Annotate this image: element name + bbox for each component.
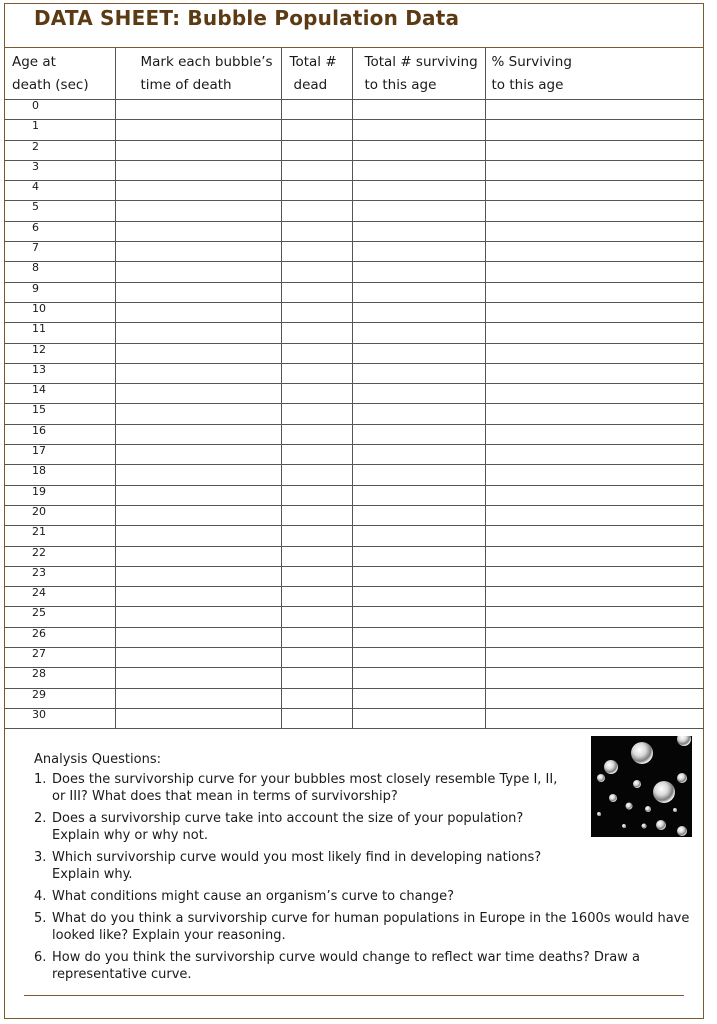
total-surviving-cell[interactable] <box>352 201 485 221</box>
total-surviving-cell[interactable] <box>352 708 485 728</box>
question-text: Does the survivorship curve for your bubbles most closely resemble Type I, II, or III? What does that mean in terms of survivorship? <box>52 772 558 804</box>
percent-surviving-cell[interactable] <box>485 708 704 728</box>
total-dead-cell[interactable] <box>281 587 352 607</box>
total-dead-cell[interactable] <box>281 607 352 627</box>
total-dead-cell[interactable] <box>281 181 352 201</box>
mark-cell[interactable] <box>115 343 281 363</box>
total-surviving-cell[interactable] <box>352 485 485 505</box>
table-row <box>4 546 704 566</box>
total-dead-cell[interactable] <box>281 242 352 262</box>
total-surviving-cell[interactable] <box>352 343 485 363</box>
total-surviving-cell[interactable] <box>352 282 485 302</box>
total-surviving-cell[interactable] <box>352 100 485 120</box>
mark-cell[interactable] <box>115 262 281 282</box>
total-surviving-cell[interactable] <box>352 505 485 525</box>
total-surviving-cell[interactable] <box>352 526 485 546</box>
total-surviving-cell[interactable] <box>352 323 485 343</box>
mark-cell[interactable] <box>115 404 281 424</box>
table-row <box>4 201 704 221</box>
age-cell: 28 <box>4 668 115 688</box>
age-cell: 12 <box>4 343 115 363</box>
mark-cell[interactable] <box>115 424 281 444</box>
total-surviving-cell[interactable] <box>352 120 485 140</box>
percent-surviving-cell[interactable] <box>485 445 704 465</box>
analysis-question <box>34 910 702 944</box>
header-percent-surviving: % Surviving to this age <box>485 48 704 100</box>
percent-surviving-cell[interactable] <box>485 607 704 627</box>
analysis-question <box>34 888 702 905</box>
mark-cell[interactable] <box>115 587 281 607</box>
percent-surviving-cell[interactable] <box>485 648 704 668</box>
percent-surviving-cell[interactable] <box>485 302 704 322</box>
age-cell: 19 <box>4 485 115 505</box>
age-cell: 23 <box>4 566 115 586</box>
mark-cell[interactable] <box>115 242 281 262</box>
total-surviving-cell[interactable] <box>352 424 485 444</box>
mark-cell[interactable] <box>115 445 281 465</box>
total-dead-cell[interactable] <box>281 262 352 282</box>
age-cell: 25 <box>4 607 115 627</box>
mark-cell[interactable] <box>115 505 281 525</box>
age-cell: 29 <box>4 688 115 708</box>
percent-surviving-cell[interactable] <box>485 282 704 302</box>
total-dead-cell[interactable] <box>281 688 352 708</box>
mark-cell[interactable] <box>115 100 281 120</box>
question-text: Does a survivorship curve take into account the size of your population? Explain why or why not. <box>52 811 524 843</box>
age-cell: 4 <box>4 181 115 201</box>
page-title: DATA SHEET: Bubble Population Data <box>34 6 460 30</box>
percent-surviving-cell[interactable] <box>485 546 704 566</box>
mark-cell[interactable] <box>115 648 281 668</box>
mark-cell[interactable] <box>115 668 281 688</box>
age-cell: 3 <box>4 160 115 180</box>
age-cell: 14 <box>4 384 115 404</box>
percent-surviving-cell[interactable] <box>485 505 704 525</box>
age-cell: 16 <box>4 424 115 444</box>
total-surviving-cell[interactable] <box>352 363 485 383</box>
table-row <box>4 384 704 404</box>
total-surviving-cell[interactable] <box>352 668 485 688</box>
percent-surviving-cell[interactable] <box>485 363 704 383</box>
question-number: 5. <box>34 911 47 926</box>
age-cell: 17 <box>4 445 115 465</box>
total-surviving-cell[interactable] <box>352 688 485 708</box>
percent-surviving-cell[interactable] <box>485 160 704 180</box>
total-surviving-cell[interactable] <box>352 181 485 201</box>
table-row <box>4 404 704 424</box>
table-row <box>4 587 704 607</box>
mark-cell[interactable] <box>115 627 281 647</box>
percent-surviving-cell[interactable] <box>485 262 704 282</box>
table-row <box>4 302 704 322</box>
question-number: 3. <box>34 850 47 865</box>
age-cell: 13 <box>4 363 115 383</box>
mark-cell[interactable] <box>115 546 281 566</box>
age-cell: 20 <box>4 505 115 525</box>
analysis-question <box>34 949 702 983</box>
header-age: Age at death (sec) <box>4 48 115 100</box>
total-dead-cell[interactable] <box>281 384 352 404</box>
total-surviving-cell[interactable] <box>352 384 485 404</box>
table-row <box>4 668 704 688</box>
total-surviving-cell[interactable] <box>352 404 485 424</box>
total-dead-cell[interactable] <box>281 221 352 241</box>
age-cell: 5 <box>4 201 115 221</box>
table-row <box>4 648 704 668</box>
table-row <box>4 526 704 546</box>
percent-surviving-cell[interactable] <box>485 384 704 404</box>
total-surviving-cell[interactable] <box>352 221 485 241</box>
percent-surviving-cell[interactable] <box>485 181 704 201</box>
table-row <box>4 282 704 302</box>
percent-surviving-cell[interactable] <box>485 424 704 444</box>
age-cell: 27 <box>4 648 115 668</box>
total-dead-cell[interactable] <box>281 282 352 302</box>
percent-surviving-cell[interactable] <box>485 526 704 546</box>
mark-cell[interactable] <box>115 384 281 404</box>
percent-surviving-cell[interactable] <box>485 242 704 262</box>
mark-cell[interactable] <box>115 140 281 160</box>
mark-cell[interactable] <box>115 282 281 302</box>
table-row <box>4 505 704 525</box>
age-cell: 10 <box>4 302 115 322</box>
total-dead-cell[interactable] <box>281 465 352 485</box>
table-header-row <box>4 48 704 100</box>
mark-cell[interactable] <box>115 485 281 505</box>
question-text: What conditions might cause an organism’s curve to change? <box>52 889 454 904</box>
total-dead-cell[interactable] <box>281 363 352 383</box>
table-row <box>4 708 704 728</box>
table-row <box>4 485 704 505</box>
percent-surviving-cell[interactable] <box>485 201 704 221</box>
age-cell: 26 <box>4 627 115 647</box>
total-surviving-cell[interactable] <box>352 546 485 566</box>
age-cell: 0 <box>4 100 115 120</box>
bottom-divider <box>24 995 684 996</box>
mark-cell[interactable] <box>115 201 281 221</box>
mark-cell[interactable] <box>115 607 281 627</box>
total-surviving-cell[interactable] <box>352 262 485 282</box>
percent-surviving-cell[interactable] <box>485 221 704 241</box>
age-cell: 30 <box>4 708 115 728</box>
total-dead-cell[interactable] <box>281 566 352 586</box>
mark-cell[interactable] <box>115 465 281 485</box>
table-row <box>4 262 704 282</box>
total-dead-cell[interactable] <box>281 120 352 140</box>
data-table <box>4 48 704 729</box>
total-surviving-cell[interactable] <box>352 627 485 647</box>
total-surviving-cell[interactable] <box>352 242 485 262</box>
analysis-heading: Analysis Questions: <box>34 752 161 767</box>
total-surviving-cell[interactable] <box>352 648 485 668</box>
mark-cell[interactable] <box>115 688 281 708</box>
total-surviving-cell[interactable] <box>352 566 485 586</box>
mark-cell[interactable] <box>115 302 281 322</box>
age-cell: 8 <box>4 262 115 282</box>
mark-cell[interactable] <box>115 160 281 180</box>
age-cell: 11 <box>4 323 115 343</box>
bubbles-image <box>591 736 692 837</box>
table-row <box>4 607 704 627</box>
total-dead-cell[interactable] <box>281 526 352 546</box>
total-dead-cell[interactable] <box>281 201 352 221</box>
table-row <box>4 140 704 160</box>
question-text: How do you think the survivorship curve would change to reflect war time deaths? Draw a representative curve. <box>52 950 640 982</box>
total-dead-cell[interactable] <box>281 323 352 343</box>
percent-surviving-cell[interactable] <box>485 668 704 688</box>
bubbles-photo <box>591 736 692 837</box>
table-row <box>4 120 704 140</box>
question-number: 2. <box>34 811 47 826</box>
total-dead-cell[interactable] <box>281 627 352 647</box>
percent-surviving-cell[interactable] <box>485 404 704 424</box>
mark-cell[interactable] <box>115 363 281 383</box>
total-dead-cell[interactable] <box>281 404 352 424</box>
total-dead-cell[interactable] <box>281 160 352 180</box>
header-mark: Mark each bubble’s time of death <box>115 48 281 100</box>
question-text: What do you think a survivorship curve for human populations in Europe in the 1600s would have looked like? Explain your reasoning. <box>52 911 690 943</box>
age-cell: 22 <box>4 546 115 566</box>
percent-surviving-cell[interactable] <box>485 465 704 485</box>
total-surviving-cell[interactable] <box>352 302 485 322</box>
age-cell: 1 <box>4 120 115 140</box>
question-text: Which survivorship curve would you most likely find in developing nations? Explain why. <box>52 850 542 882</box>
mark-cell[interactable] <box>115 221 281 241</box>
percent-surviving-cell[interactable] <box>485 323 704 343</box>
table-row <box>4 424 704 444</box>
percent-surviving-cell[interactable] <box>485 688 704 708</box>
age-cell: 21 <box>4 526 115 546</box>
total-dead-cell[interactable] <box>281 668 352 688</box>
percent-surviving-cell[interactable] <box>485 587 704 607</box>
total-surviving-cell[interactable] <box>352 587 485 607</box>
table-row <box>4 445 704 465</box>
total-dead-cell[interactable] <box>281 100 352 120</box>
header-total-surviving: Total # surviving to this age <box>352 48 485 100</box>
table-row <box>4 343 704 363</box>
table-row <box>4 465 704 485</box>
question-number: 6. <box>34 950 47 965</box>
table-row <box>4 181 704 201</box>
percent-surviving-cell[interactable] <box>485 627 704 647</box>
total-surviving-cell[interactable] <box>352 607 485 627</box>
total-dead-cell[interactable] <box>281 302 352 322</box>
age-cell: 15 <box>4 404 115 424</box>
total-dead-cell[interactable] <box>281 424 352 444</box>
mark-cell[interactable] <box>115 526 281 546</box>
age-cell: 6 <box>4 221 115 241</box>
age-cell: 18 <box>4 465 115 485</box>
age-cell: 7 <box>4 242 115 262</box>
age-cell: 24 <box>4 587 115 607</box>
table-row <box>4 566 704 586</box>
table-row <box>4 242 704 262</box>
question-number: 1. <box>34 772 47 787</box>
table-row <box>4 160 704 180</box>
total-surviving-cell[interactable] <box>352 445 485 465</box>
header-total-dead: Total # dead <box>281 48 352 100</box>
percent-surviving-cell[interactable] <box>485 566 704 586</box>
total-surviving-cell[interactable] <box>352 140 485 160</box>
total-dead-cell[interactable] <box>281 140 352 160</box>
table-row <box>4 100 704 120</box>
mark-cell[interactable] <box>115 708 281 728</box>
analysis-question <box>34 849 702 883</box>
table-row <box>4 627 704 647</box>
table-row <box>4 688 704 708</box>
total-dead-cell[interactable] <box>281 343 352 363</box>
total-dead-cell[interactable] <box>281 708 352 728</box>
percent-surviving-cell[interactable] <box>485 343 704 363</box>
percent-surviving-cell[interactable] <box>485 100 704 120</box>
age-cell: 9 <box>4 282 115 302</box>
mark-cell[interactable] <box>115 323 281 343</box>
total-dead-cell[interactable] <box>281 485 352 505</box>
total-dead-cell[interactable] <box>281 505 352 525</box>
table-row <box>4 323 704 343</box>
total-surviving-cell[interactable] <box>352 465 485 485</box>
percent-surviving-cell[interactable] <box>485 140 704 160</box>
total-dead-cell[interactable] <box>281 648 352 668</box>
mark-cell[interactable] <box>115 566 281 586</box>
table-row <box>4 363 704 383</box>
mark-cell[interactable] <box>115 181 281 201</box>
age-cell: 2 <box>4 140 115 160</box>
mark-cell[interactable] <box>115 120 281 140</box>
question-number: 4. <box>34 889 47 904</box>
table-row <box>4 221 704 241</box>
percent-surviving-cell[interactable] <box>485 120 704 140</box>
total-dead-cell[interactable] <box>281 546 352 566</box>
total-surviving-cell[interactable] <box>352 160 485 180</box>
total-dead-cell[interactable] <box>281 445 352 465</box>
percent-surviving-cell[interactable] <box>485 485 704 505</box>
